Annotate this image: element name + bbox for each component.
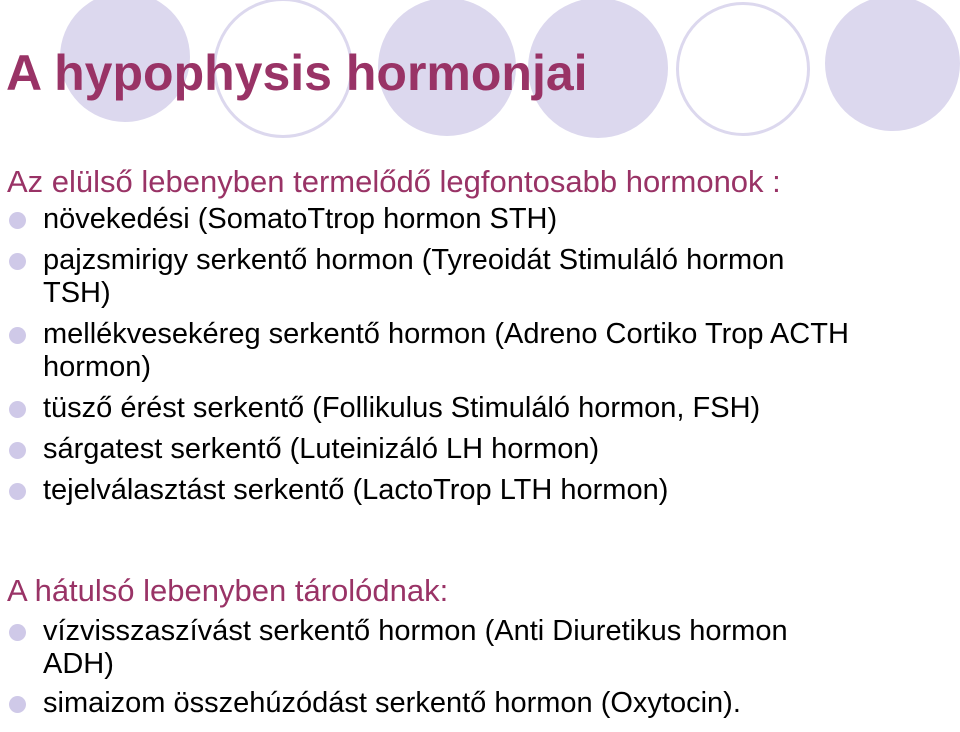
circle-decoration-icon <box>676 2 810 136</box>
circle-decoration-icon <box>825 0 960 131</box>
list-item-text: vízvisszaszívást serkentő hormon (Anti Diuretikus hormon ADH) <box>43 615 788 680</box>
circle-bullet-icon <box>9 696 26 713</box>
section-heading: Az elülső lebenyben termelődő legfontosabb hormonok : <box>7 164 781 199</box>
list-item-text: növekedési (SomatoTtrop hormon STH) <box>43 203 558 235</box>
bullet-list <box>0 615 950 720</box>
section-heading: A hátulsó lebenyben tárolódnak: <box>7 573 449 608</box>
list-item <box>0 244 950 310</box>
list-item <box>0 392 950 425</box>
bullet-list <box>0 203 950 507</box>
circle-bullet-icon <box>9 442 26 459</box>
circle-bullet-icon <box>9 401 26 418</box>
list-item <box>0 318 950 384</box>
list-item-text: pajzsmirigy serkentő hormon (Tyreoidát Stimuláló hormon TSH) <box>43 244 785 309</box>
circle-bullet-icon <box>9 212 26 229</box>
list-item-text: simaizom összehúzódást serkentő hormon (Oxytocin). <box>43 687 741 719</box>
circle-bullet-icon <box>9 624 26 641</box>
circle-bullet-icon <box>9 327 26 344</box>
circle-bullet-icon <box>9 253 26 270</box>
list-item-text: tejelválasztást serkentő (LactoTrop LTH hormon) <box>43 474 669 506</box>
list-item-text: tüsző érést serkentő (Follikulus Stimuláló hormon, FSH) <box>43 392 761 424</box>
circle-bullet-icon <box>9 483 26 500</box>
list-item <box>0 615 950 681</box>
list-item-text: mellékvesekéreg serkentő hormon (Adreno Cortiko Trop ACTH hormon) <box>43 318 849 383</box>
slide-title: A hypophysis hormonjai <box>6 45 588 101</box>
list-item <box>0 203 950 236</box>
list-item-text: sárgatest serkentő (Luteinizáló LH hormon) <box>43 433 600 465</box>
list-item <box>0 433 950 466</box>
list-item <box>0 687 950 720</box>
list-item <box>0 474 950 507</box>
